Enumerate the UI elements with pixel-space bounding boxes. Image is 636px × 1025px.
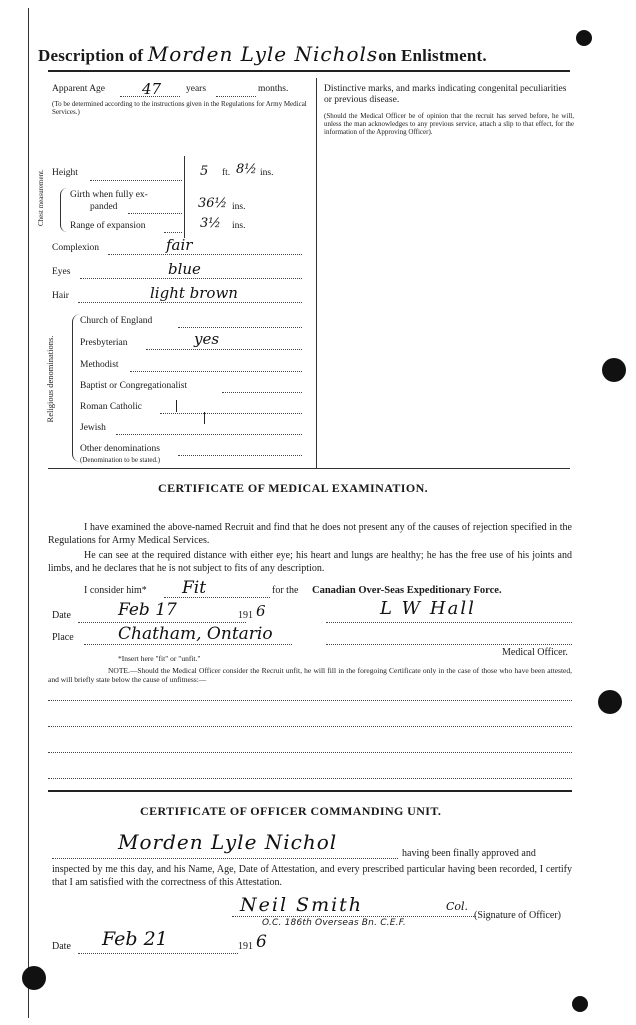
religion-line <box>160 413 302 414</box>
medical-date-value: Feb 17 <box>118 600 177 620</box>
range-label: Range of expansion <box>70 221 146 231</box>
medical-year-handwritten: 6 <box>256 602 266 620</box>
religion-presbyterian-mark: yes <box>194 330 220 348</box>
officer-date-value: Feb 21 <box>102 928 168 950</box>
signature-line <box>326 622 572 623</box>
eyes-line <box>80 278 302 279</box>
hair-line <box>78 302 302 303</box>
denomination-note: (Denomination to be stated.) <box>80 456 161 464</box>
officer-certificate-heading: CERTIFICATE OF OFFICER COMMANDING UNIT. <box>140 804 442 818</box>
officer-date-label: Date <box>52 941 71 952</box>
officer-year-printed: 191 <box>238 941 253 952</box>
complexion-value: fair <box>166 236 193 254</box>
religion-other: Other denominations <box>80 444 160 454</box>
medical-officer-signature: L W Hall <box>380 598 476 619</box>
height-in-unit: ins. <box>260 168 274 178</box>
force-label: Canadian Over-Seas Expeditionary Force. <box>312 585 502 596</box>
pen-mark <box>204 412 207 424</box>
religion-side-label: Religious denominations. <box>45 335 55 423</box>
girth-label-2: panded <box>90 202 118 212</box>
pen-mark <box>176 400 179 412</box>
medical-certificate-heading: CERTIFICATE OF MEDICAL EXAMINATION. <box>158 481 429 495</box>
religion-roman-catholic: Roman Catholic <box>80 402 143 412</box>
chest-side-label: Chest measurement. <box>37 169 45 226</box>
medical-date-label: Date <box>52 610 71 621</box>
punch-hole <box>602 358 626 382</box>
consider-label: I consider him* <box>84 585 147 596</box>
section-rule <box>48 790 572 792</box>
girth-label-1: Girth when fully ex- <box>70 190 148 200</box>
medical-para-1: I have examined the above-named Recruit and find that he does not present any of the causes of rejection specified in the Regulations for Army Medical Services. <box>48 522 572 546</box>
age-note: (To be determined according to the instructions given in the Regulations for Army Medical Services.) <box>52 100 307 117</box>
religion-line <box>178 455 302 456</box>
commanding-officer-signature: Neil Smith <box>240 894 364 916</box>
unfitness-line-2 <box>48 726 572 727</box>
months-line <box>216 96 256 97</box>
religion-line <box>116 434 302 435</box>
recruit-name-handwritten: Morden Lyle Nichols <box>147 42 379 66</box>
punch-hole <box>598 690 622 714</box>
religion-jewish: Jewish <box>80 423 106 433</box>
religion-line <box>222 392 302 393</box>
officer-line <box>326 644 572 645</box>
girth-value: 36½ <box>198 196 228 211</box>
religion-presbyterian: Presbyterian <box>80 338 128 348</box>
months-unit: months. <box>258 84 289 94</box>
officer-cert-recruit-name: Morden Lyle Nichol <box>118 830 338 854</box>
officer-rank: Col. <box>446 900 469 913</box>
religion-line <box>130 371 302 372</box>
range-line <box>164 232 182 233</box>
unfitness-note: NOTE.—Should the Medical Officer consider the Recruit unfit, he will fill in the foregoing Certificate only in the case of those who have been attested, and will briefly state below the cause of unfitness:— <box>48 666 572 684</box>
force-label-prefix: for the <box>272 585 299 596</box>
age-label: Apparent Age <box>52 84 106 94</box>
religion-line <box>178 327 302 328</box>
age-unit: years <box>186 84 207 94</box>
height-line <box>90 180 182 181</box>
chest-bracket <box>60 188 67 232</box>
complexion-label: Complexion <box>52 243 99 253</box>
unit-stamp: O.C. 186th Overseas Bn. C.E.F. <box>262 918 406 928</box>
consider-value: Fit <box>182 578 207 598</box>
religion-church-of-england: Church of England <box>80 316 153 326</box>
title-rule <box>48 70 570 72</box>
officer-year-handwritten: 6 <box>256 932 267 952</box>
unfitness-line-1 <box>48 700 572 701</box>
recruit-name-line <box>52 858 398 859</box>
range-value: 3½ <box>200 216 221 231</box>
height-ft-unit: ft. <box>222 168 231 178</box>
medical-year-printed: 191 <box>238 610 253 621</box>
title-prefix: Description of <box>38 46 144 65</box>
page-title <box>38 42 618 66</box>
place-value: Chatham, Ontario <box>118 624 273 644</box>
medical-date-line <box>78 622 246 623</box>
height-ft-value: 5 <box>200 164 209 179</box>
signature-of-officer-label: (Signature of Officer) <box>474 910 562 921</box>
age-value: 47 <box>142 80 162 98</box>
range-unit: ins. <box>232 221 246 231</box>
title-suffix: on Enlistment. <box>378 46 487 65</box>
religion-baptist: Baptist or Congregationalist <box>80 381 188 391</box>
girth-line <box>128 213 182 214</box>
consider-line <box>164 597 270 598</box>
height-label: Height <box>52 168 78 178</box>
section-rule <box>48 468 570 469</box>
eyes-label: Eyes <box>52 267 71 277</box>
officer-para: inspected by me this day, and his Name, Age, Date of Attestation, and every prescribed particular having been recorded, I certify that I am satisfied with the correctness of this Attestation. <box>52 864 572 888</box>
insert-note: *Insert here "fit" or "unfit." <box>118 654 201 663</box>
distinctive-marks-note: (Should the Medical Officer be of opinion that the recruit has served before, he will, unless the man acknowledges to any previous service, attach a slip to that effect, for the information of the Approving Officer). <box>324 112 574 137</box>
unfitness-line-4 <box>48 778 572 779</box>
girth-unit: ins. <box>232 202 246 212</box>
medical-para-2: He can see at the required distance with either eye; his heart and lungs are healthy; he has the free use of his joints and limbs, and he declares that he is not subject to fits of any description. <box>48 550 572 574</box>
height-in-value: 8½ <box>236 162 257 177</box>
officer-signature-line <box>232 916 476 917</box>
religion-line <box>146 349 302 350</box>
place-line <box>84 644 292 645</box>
unfitness-line-3 <box>48 752 572 753</box>
punch-hole <box>22 966 46 990</box>
complexion-line <box>108 254 302 255</box>
column-divider <box>316 78 317 468</box>
hair-value: light brown <box>150 284 238 302</box>
eyes-value: blue <box>168 260 201 278</box>
approved-text: having been finally approved and <box>402 848 536 859</box>
distinctive-marks-heading: Distinctive marks, and marks indicating congenital peculiarities or previous disease. <box>324 84 567 106</box>
measure-bar <box>184 156 185 238</box>
officer-date-line <box>78 953 238 954</box>
place-label: Place <box>52 632 74 643</box>
medical-officer-label: Medical Officer. <box>502 647 568 658</box>
religion-methodist: Methodist <box>80 360 119 370</box>
hair-label: Hair <box>52 291 69 301</box>
punch-hole <box>572 996 588 1012</box>
